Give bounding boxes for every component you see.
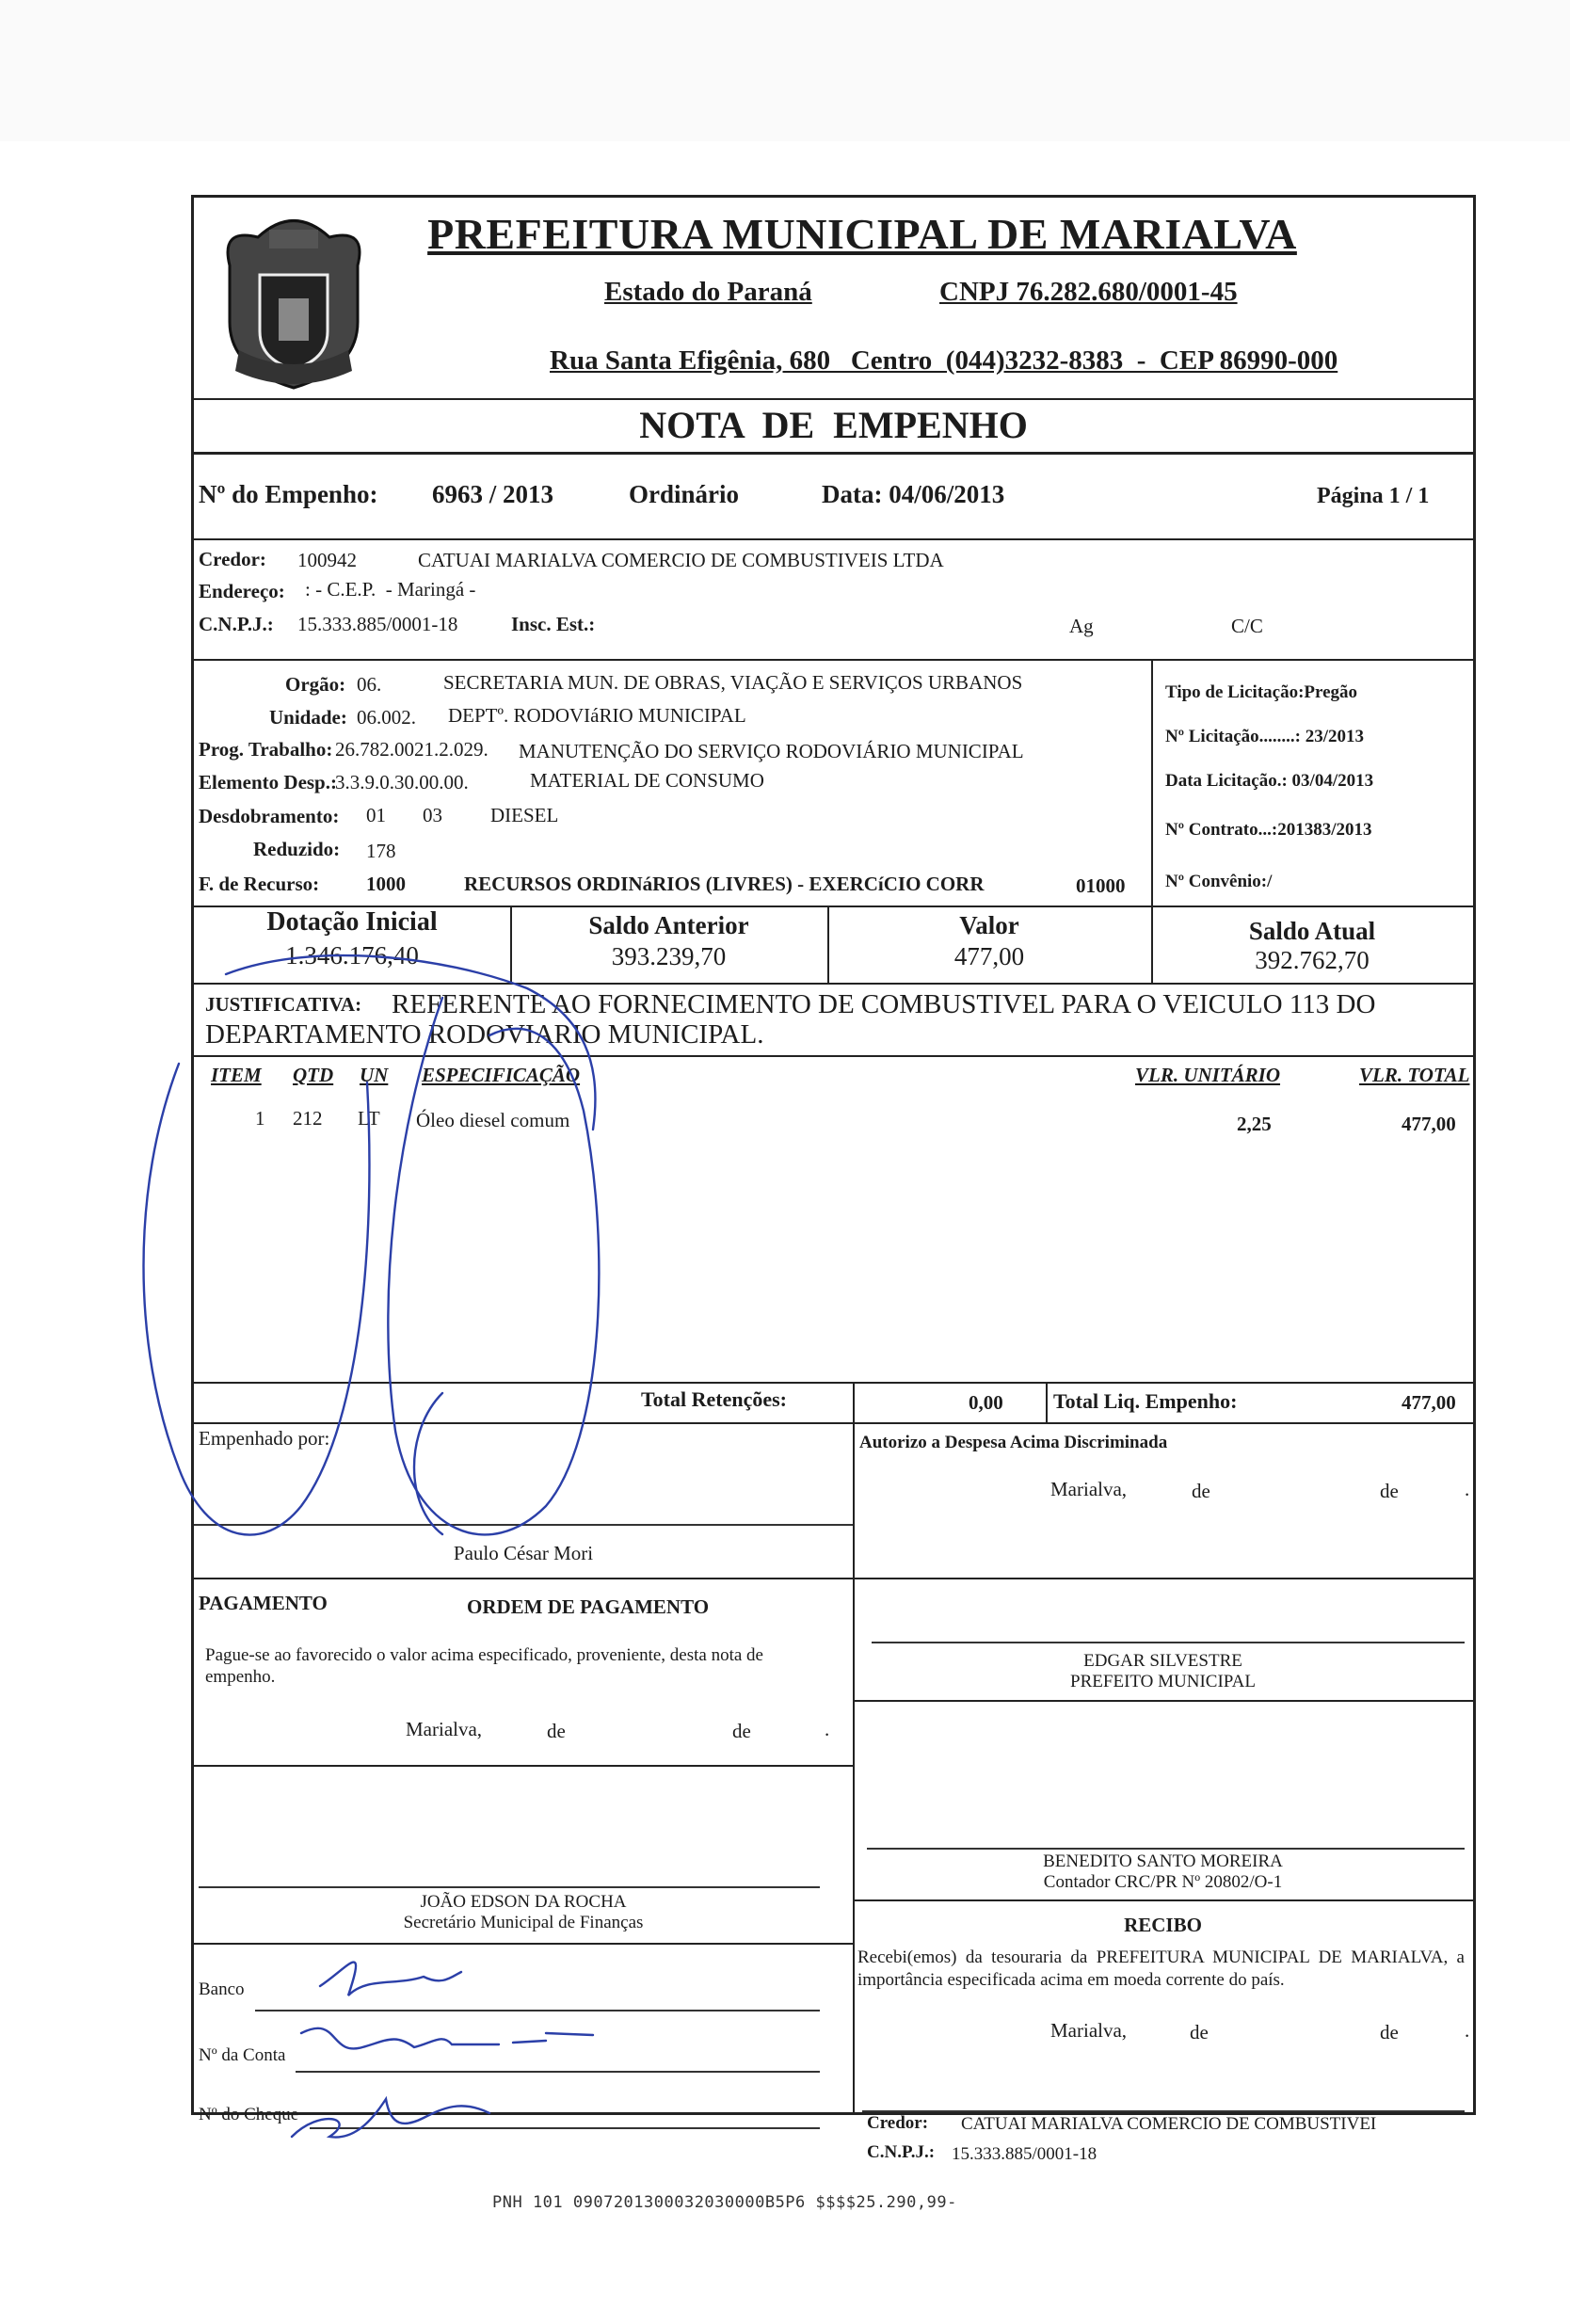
item-unit-price: 2,25 (1237, 1113, 1272, 1135)
item-number: 1 (255, 1107, 265, 1130)
col-header-qtd: QTD (293, 1064, 334, 1086)
dotacao-value: 1.346.176,40 (285, 941, 419, 970)
prog-trabalho-label: Prog. Trabalho: (199, 738, 333, 761)
recurso-label: F. de Recurso: (199, 873, 320, 895)
orgao-name: SECRETARIA MUN. DE OBRAS, VIAÇÃO E SERVIÇOS URBANOS (443, 671, 1023, 694)
contador-name: BENEDITO SANTO MOREIRA (1043, 1851, 1283, 1871)
empenho-label: Nº do Empenho: (199, 480, 378, 508)
item-qtd: 212 (293, 1107, 323, 1130)
prog-trabalho-name: MANUTENÇÃO DO SERVIÇO RODOVIÁRIO MUNICIPAL (519, 740, 1024, 762)
orgao-code: 06. (357, 673, 382, 696)
elemento-name: MATERIAL DE CONSUMO (530, 769, 764, 792)
footer-code: PNH 101 0907201300032030000B5P6 $$$$25.290,99- (492, 2193, 957, 2212)
saldo-atual-value: 392.762,70 (1255, 946, 1370, 974)
empenhado-label: Empenhado por: (199, 1427, 330, 1450)
recibo-text: Recebi(emos) da tesouraria da PREFEITURA MUNICIPAL DE MARIALVA, a importância especificada acima em moeda corrente do país. (857, 1947, 1465, 1990)
numero-contrato: Nº Contrato...:201383/2013 (1165, 820, 1372, 840)
autorizo-dot: . (1465, 1478, 1470, 1500)
total-liquido-value: 477,00 (1402, 1391, 1456, 1414)
col-header-item: ITEM (211, 1064, 262, 1086)
item-total: 477,00 (1402, 1113, 1456, 1135)
prefeitura-cnpj: CNPJ 76.282.680/0001-45 (939, 277, 1238, 307)
pagamento-label: PAGAMENTO (199, 1592, 328, 1614)
justificativa-line-1: REFERENTE AO FORNECIMENTO DE COMBUSTIVEL PARA O VEICULO 113 DO (392, 989, 1376, 1019)
recibo-dot: . (1465, 2019, 1470, 2042)
ag-label: Ag (1069, 615, 1094, 637)
tipo-licitacao: Tipo de Licitação:Pregão (1165, 682, 1358, 702)
justificativa-line-2: DEPARTAMENTO RODOVIARIO MUNICIPAL. (205, 1019, 764, 1050)
pagamento-de-1: de (547, 1720, 566, 1742)
recibo-place: Marialva, (1050, 2019, 1128, 2042)
recurso-name: RECURSOS ORDINáRIOS (LIVRES) - EXERCíCIO CORR (464, 873, 985, 895)
empenho-type: Ordinário (629, 480, 740, 508)
reduzido-value: 178 (366, 840, 396, 862)
insc-est-label: Insc. Est.: (511, 613, 596, 635)
credor-cnpj-label: C.N.P.J.: (199, 613, 274, 635)
unidade-name: DEPTº. RODOVIáRIO MUNICIPAL (448, 704, 746, 727)
nota-de-empenho-form (191, 195, 1476, 2164)
orgao-label: Orgão: (285, 673, 346, 696)
prefeito-name: EDGAR SILVESTRE (1083, 1651, 1242, 1671)
contador-title: Contador CRC/PR Nº 20802/O-1 (1043, 1872, 1283, 1892)
cheque-label: Nº do Cheque (199, 2105, 299, 2124)
col-header-total: VLR. TOTAL (1359, 1064, 1470, 1086)
justificativa-label: JUSTIFICATIVA: (205, 993, 362, 1016)
autorizo-label: Autorizo a Despesa Acima Discriminada (859, 1433, 1168, 1452)
unidade-label: Unidade: (269, 706, 347, 729)
numero-licitacao: Nº Licitação........: 23/2013 (1165, 727, 1365, 746)
recibo-label: RECIBO (1124, 1914, 1202, 1936)
desdobramento-code-2: 03 (423, 804, 442, 826)
desdobramento-label: Desdobramento: (199, 805, 340, 827)
endereco-value: : - C.E.P. - Maringá - (305, 578, 476, 601)
recibo-cnpj: 15.333.885/0001-18 (952, 2144, 1097, 2164)
municipal-coat-of-arms (201, 209, 386, 397)
saldo-anterior-label: Saldo Anterior (588, 911, 749, 939)
prefeitura-title: PREFEITURA MUNICIPAL DE MARIALVA (427, 210, 1297, 258)
empenho-date: Data: 04/06/2013 (822, 480, 1005, 508)
credor-code: 100942 (297, 549, 357, 571)
state-name: Estado do Paraná (604, 277, 812, 307)
pagamento-dot: . (825, 1718, 830, 1740)
page-number: Página 1 / 1 (1317, 484, 1430, 508)
recibo-credor-name: CATUAI MARIALVA COMERCIO DE COMBUSTIVEI (961, 2114, 1377, 2134)
dotacao-label: Dotação Inicial (266, 907, 438, 937)
saldo-atual-label: Saldo Atual (1248, 917, 1376, 945)
item-spec: Óleo diesel comum (416, 1109, 570, 1131)
empenho-number: 6963 / 2013 (432, 480, 554, 508)
financas-name: JOÃO EDSON DA ROCHA (420, 1892, 627, 1912)
col-header-spec: ESPECIFICAÇÃO (422, 1064, 581, 1086)
data-licitacao: Data Licitação.: 03/04/2013 (1165, 771, 1374, 791)
col-header-un: UN (360, 1064, 389, 1086)
col-header-unit-price: VLR. UNITÁRIO (1135, 1064, 1281, 1086)
conta-label: Nº da Conta (199, 2045, 286, 2065)
recibo-de-2: de (1380, 2021, 1399, 2044)
recurso-code: 1000 (366, 873, 406, 895)
credor-label: Credor: (199, 548, 266, 570)
pagamento-de-2: de (732, 1720, 751, 1742)
prefeitura-address: Rua Santa Efigênia, 680 Centro (044)3232-8383 - CEP 86990-000 (550, 345, 1338, 376)
pagamento-text: Pague-se ao favorecido o valor acima especificado, proveniente, desta nota de empenho. (205, 1645, 763, 1687)
saldo-anterior-value: 393.239,70 (611, 942, 727, 970)
endereco-label: Endereço: (199, 580, 285, 602)
desdobramento-name: DIESEL (490, 804, 559, 826)
autorizo-de-1: de (1192, 1480, 1210, 1502)
recibo-cnpj-label: C.N.P.J.: (867, 2142, 936, 2162)
valor-value: 477,00 (953, 942, 1025, 970)
retencoes-value: 0,00 (969, 1391, 1003, 1414)
elemento-label: Elemento Desp.: (199, 771, 337, 793)
empenhado-name: Paulo César Mori (453, 1542, 594, 1564)
credor-cnpj: 15.333.885/0001-18 (297, 613, 458, 635)
banco-label: Banco (199, 1979, 245, 1999)
autorizo-de-2: de (1380, 1480, 1399, 1502)
total-liquido-label: Total Liq. Empenho: (1053, 1389, 1238, 1413)
cc-label: C/C (1231, 615, 1263, 637)
document-title: NOTA DE EMPENHO (639, 404, 1028, 446)
unidade-code: 06.002. (357, 706, 416, 729)
retencoes-label: Total Retenções: (641, 1387, 787, 1411)
pagamento-place: Marialva, (406, 1718, 483, 1740)
credor-name: CATUAI MARIALVA COMERCIO DE COMBUSTIVEIS LTDA (418, 549, 944, 571)
valor-label: Valor (959, 911, 1019, 939)
numero-convenio: Nº Convênio:/ (1165, 872, 1273, 891)
scan-margin (0, 0, 1570, 141)
recurso-number: 01000 (1076, 874, 1126, 897)
financas-title: Secretário Municipal de Finanças (403, 1913, 644, 1932)
autorizo-place: Marialva, (1050, 1478, 1128, 1500)
item-un: LT (358, 1107, 380, 1130)
ordem-pagamento-label: ORDEM DE PAGAMENTO (467, 1595, 710, 1618)
reduzido-label: Reduzido: (253, 838, 341, 860)
prefeito-title: PREFEITO MUNICIPAL (1070, 1672, 1256, 1691)
elemento-code: 3.3.9.0.30.00.00. (335, 771, 469, 793)
recibo-de-1: de (1190, 2021, 1209, 2044)
prog-trabalho-code: 26.782.0021.2.029. (335, 738, 489, 761)
desdobramento-code-1: 01 (366, 804, 386, 826)
recibo-credor-label: Credor: (867, 2113, 929, 2133)
